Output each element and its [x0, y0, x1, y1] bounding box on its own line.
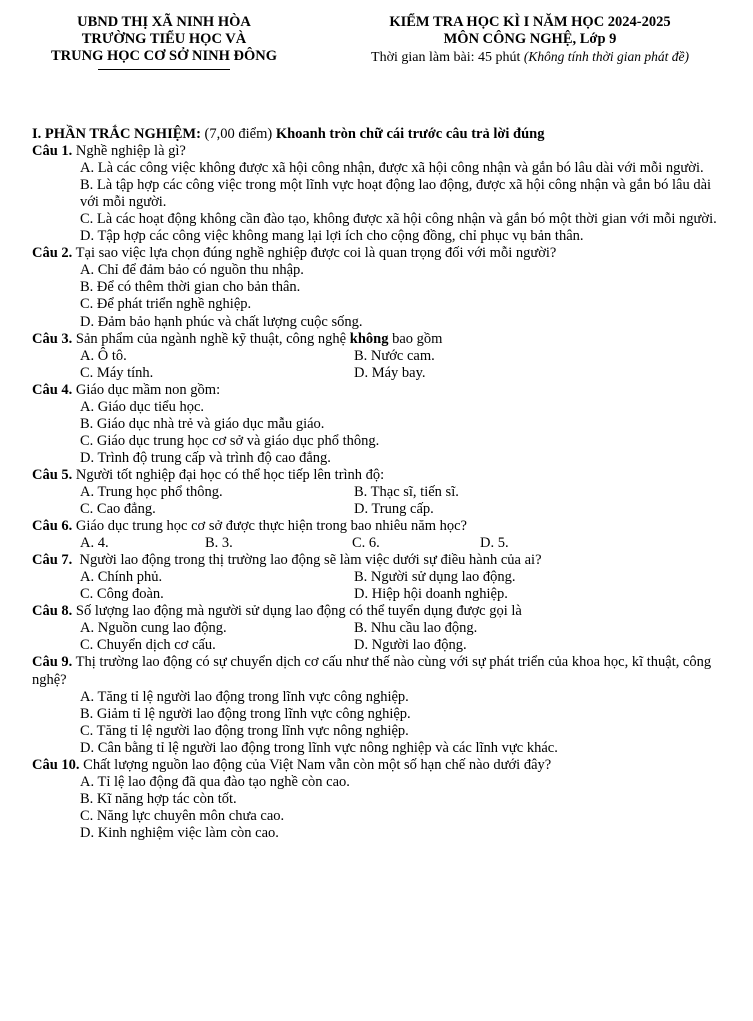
exam-title: KIỂM TRA HỌC KÌ I NĂM HỌC 2024-2025: [389, 14, 671, 30]
section-points: (7,00 điểm): [204, 126, 273, 142]
school-header: [26, 14, 302, 70]
answer-option[interactable]: D. Đảm bảo hạnh phúc và chất lượng cuộc sống.: [80, 313, 363, 330]
question-text: Sản phẩm của ngành nghề kỹ thuật, công nghệ: [75, 330, 347, 347]
answer-option[interactable]: A. Nguồn cung lao động.: [80, 620, 227, 637]
question-8: [32, 603, 722, 620]
exam-content: [32, 126, 722, 842]
school-name-line2: TRUNG HỌC CƠ SỞ NINH ĐÔNG: [51, 48, 277, 64]
question-label: Câu 9.: [32, 654, 73, 671]
question-7: [32, 552, 722, 569]
answer-grid: [80, 620, 722, 654]
question-label: Câu 6.: [32, 518, 73, 535]
answer-option[interactable]: A. Chỉ để đảm bảo có nguồn thu nhập.: [80, 262, 304, 279]
question-text: Tại sao việc lựa chọn đúng nghề nghiệp được coi là quan trọng đối với mỗi người?: [75, 245, 557, 262]
answer-option[interactable]: B. Là tập hợp các công việc trong một lĩnh vực hoạt động lao động, được xã hội công nhận và gắn bó lâu dài với mỗi người.: [80, 177, 712, 211]
answer-option[interactable]: B. Người sử dụng lao động.: [354, 569, 516, 586]
answer-grid: [80, 535, 722, 552]
question-text: Chất lượng nguồn lao động của Việt Nam vẫn còn một số hạn chế nào dưới đây?: [83, 756, 552, 773]
time-label: Thời gian làm bài: 45 phút: [371, 50, 521, 65]
question-label: Câu 1.: [32, 143, 73, 160]
question-label: Câu 8.: [32, 603, 73, 620]
answer-option[interactable]: B. Kĩ năng hợp tác còn tốt.: [80, 790, 237, 807]
answer-option[interactable]: C. Máy tính.: [80, 364, 154, 381]
answer-option[interactable]: C. Chuyển dịch cơ cấu.: [80, 637, 216, 654]
question-2: [32, 245, 722, 262]
answer-option[interactable]: A. Giáo dục tiểu học.: [80, 398, 205, 415]
answer-option[interactable]: D. Cân bằng tỉ lệ người lao động trong lĩnh vực nông nghiệp và các lĩnh vực khác.: [80, 739, 558, 756]
answer-grid: [80, 569, 722, 603]
question-3: [32, 331, 722, 348]
question-label: Câu 3.: [32, 330, 73, 347]
question-label: Câu 7.: [32, 552, 73, 569]
answer-option[interactable]: D. Người lao động.: [354, 637, 467, 654]
section-instruction: Khoanh tròn chữ cái trước câu trả lời đúng: [275, 126, 545, 142]
answer-option[interactable]: D. 5.: [480, 535, 509, 552]
answer-option[interactable]: A. Ô tô.: [80, 347, 127, 364]
question-10: [32, 757, 722, 774]
question-label: Câu 4.: [32, 381, 73, 398]
answer-option[interactable]: C. Để phát triển nghề nghiệp.: [80, 296, 252, 313]
answer-option[interactable]: B. 3.: [205, 535, 233, 552]
question-text: Số lượng lao động mà người sử dụng lao động có thể tuyển dụng được gọi là: [75, 603, 522, 620]
authority-name: UBND THỊ XÃ NINH HÒA: [77, 14, 251, 30]
answer-option[interactable]: D. Trung cấp.: [354, 501, 434, 518]
section-title: I. PHẦN TRẮC NGHIỆM:: [32, 126, 201, 142]
answer-option[interactable]: B. Giáo dục nhà trẻ và giáo dục mẫu giáo.: [80, 415, 325, 432]
question-6: [32, 518, 722, 535]
answer-option[interactable]: C. 6.: [352, 535, 380, 552]
answer-option[interactable]: C. Cao đẳng.: [80, 501, 156, 518]
answer-option[interactable]: A. Tăng tỉ lệ người lao động trong lĩnh vực công nghiệp.: [80, 688, 409, 705]
answer-option[interactable]: B. Để có thêm thời gian cho bản thân.: [80, 279, 301, 296]
answer-option[interactable]: D. Máy bay.: [354, 364, 426, 381]
exam-subject: MÔN CÔNG NGHỆ, Lớp 9: [443, 31, 617, 47]
answer-option[interactable]: A. Chính phủ.: [80, 569, 163, 586]
question-label: Câu 10.: [32, 756, 80, 773]
exam-header: [332, 14, 728, 66]
question-1: [32, 143, 722, 160]
answer-option[interactable]: B. Giảm tỉ lệ người lao động trong lĩnh vực công nghiệp.: [80, 705, 411, 722]
answer-option[interactable]: A. Trung học phổ thông.: [80, 483, 223, 500]
answer-option[interactable]: C. Công đoàn.: [80, 586, 164, 603]
answer-option[interactable]: B. Thạc sĩ, tiến sĩ.: [354, 483, 459, 500]
answer-option[interactable]: C. Giáo dục trung học cơ sở và giáo dục phổ thông.: [80, 432, 380, 449]
question-text-end: bao gồm: [392, 330, 443, 347]
question-text: Giáo dục mầm non gồm:: [75, 381, 221, 398]
answer-grid: [80, 484, 722, 518]
school-name-line1: TRƯỜNG TIỂU HỌC VÀ: [81, 31, 247, 47]
answer-option[interactable]: D. Hiệp hội doanh nghiệp.: [354, 586, 508, 603]
question-text: Người lao động trong thị trường lao động sẽ làm việc dưới sự điều hành của ai?: [79, 552, 542, 569]
answer-option[interactable]: C. Năng lực chuyên môn chưa cao.: [80, 807, 285, 824]
question-label: Câu 5.: [32, 466, 73, 483]
question-4: [32, 382, 722, 399]
question-label: Câu 2.: [32, 245, 73, 262]
question-text: Người tốt nghiệp đại học có thể học tiếp lên trình độ:: [75, 466, 385, 483]
question-emphasis: không: [349, 330, 389, 347]
answer-option[interactable]: C. Tăng tỉ lệ người lao động trong lĩnh vực nông nghiệp.: [80, 722, 409, 739]
answer-option[interactable]: A. 4.: [80, 535, 109, 552]
answer-option[interactable]: D. Tập hợp các công việc không mang lại lợi ích cho cộng đồng, chỉ phục vụ bản thân.: [80, 228, 584, 245]
answer-grid: [80, 348, 722, 382]
exam-time: [332, 48, 728, 66]
answer-option[interactable]: D. Kinh nghiệm việc làm còn cao.: [80, 824, 279, 841]
question-9: [32, 654, 722, 688]
question-text: Nghề nghiệp là gì?: [75, 143, 186, 160]
answer-option[interactable]: D. Trình độ trung cấp và trình độ cao đẳng.: [80, 449, 331, 466]
answer-option[interactable]: A. Tỉ lệ lao động đã qua đào tạo nghề còn cao.: [80, 773, 350, 790]
answer-option[interactable]: B. Nhu cầu lao động.: [354, 620, 478, 637]
answer-option[interactable]: A. Là các công việc không được xã hội công nhận, được xã hội công nhận và gắn bó lâu dài với mỗi người.: [80, 160, 704, 177]
question-text: Giáo dục trung học cơ sở được thực hiện trong bao nhiêu năm học?: [75, 518, 467, 535]
time-note: (Không tính thời gian phát đề): [523, 49, 689, 64]
question-text: Thị trường lao động có sự chuyển dịch cơ cấu như thế nào cùng với sự phát triển của khoa học, kĩ thuật, công nghệ?: [32, 654, 712, 688]
answer-option[interactable]: C. Là các hoạt động không cần đào tạo, không được xã hội công nhận và gắn bó một thời gian với mỗi người.: [80, 211, 717, 228]
section-heading: [32, 126, 722, 143]
answer-option[interactable]: B. Nước cam.: [354, 347, 435, 364]
header-underline: [98, 69, 230, 70]
question-5: [32, 467, 722, 484]
